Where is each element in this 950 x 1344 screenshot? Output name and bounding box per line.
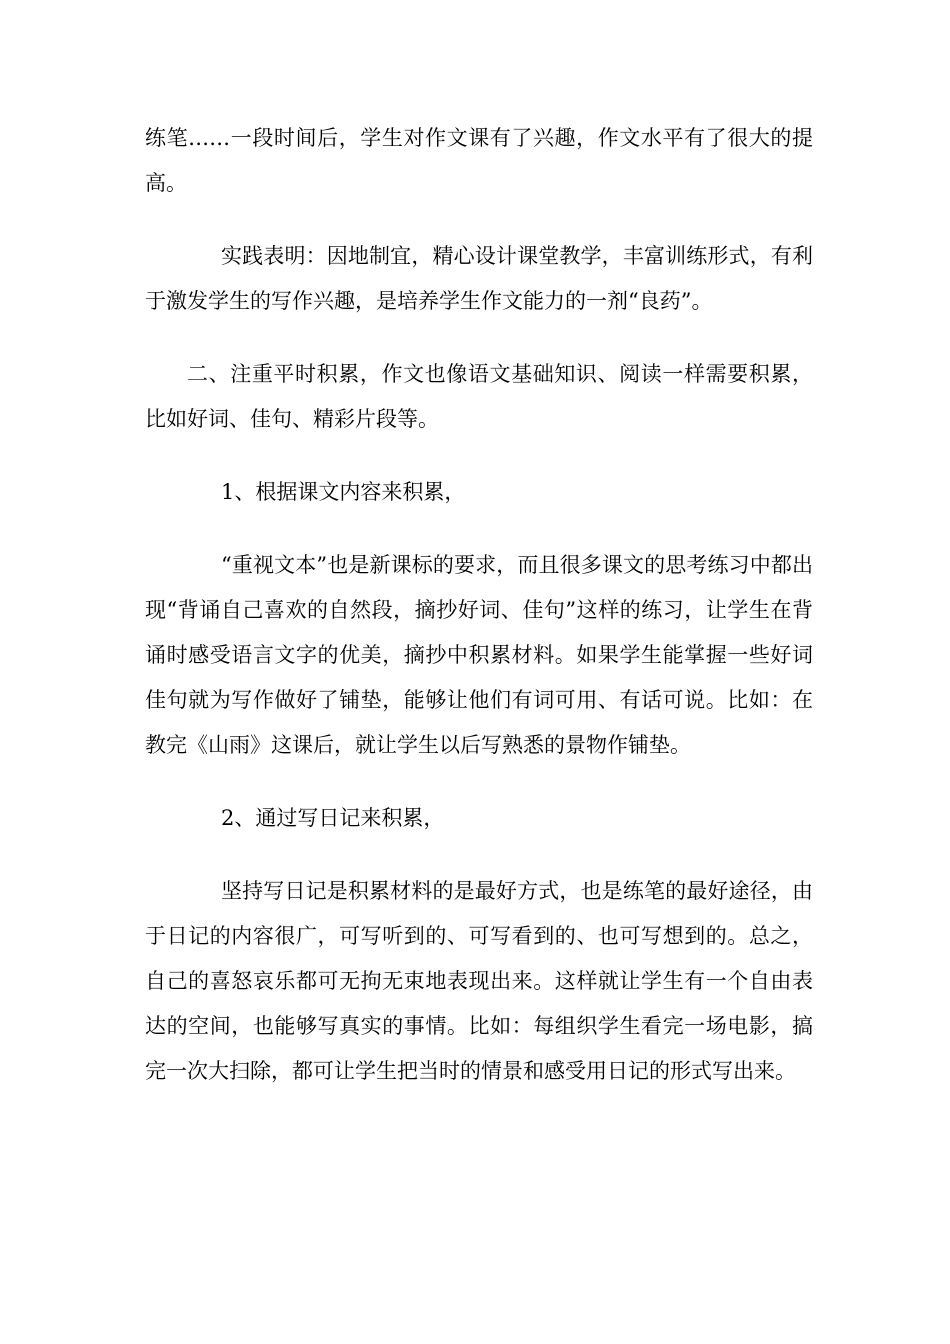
paragraph-practice-conclusion: 实践表明：因地制宜，精心设计课堂教学，丰富训练形式，有利于激发学生的写作兴趣，是培养学生作文能力的一剂“良药”。 [145,244,813,313]
document-body [145,116,813,1122]
section-heading-accumulation: 二、注重平时积累，作文也像语文基础知识、阅读一样需要积累，比如好词、佳句、精彩片段等。 [145,362,813,431]
paragraph-text-accumulation: “重视文本”也是新课标的要求，而且很多课文的思考练习中都出现“背诵自己喜欢的自然段，摘抄好词、佳句”这样的练习，让学生在背诵时感受语言文字的优美，摘抄中积累材料。如果学生能掌握一些好词佳句就为写作做好了铺垫，能够让他们有词可用、有话可说。比如：在教完《山雨》这课后，就让学生以后写熟悉的景物作铺垫。 [145,553,813,757]
paragraph-diary-accumulation: 坚持写日记是积累材料的是最好方式，也是练笔的最好途径，由于日记的内容很广，可写听到的、可写看到的、也可写想到的。总之，自己的喜怒哀乐都可无拘无束地表现出来。这样就让学生有一个自由表达的空间，也能够写真实的事情。比如：每组织学生看完一场电影，搞完一次大扫除，都可让学生把当时的情景和感受用日记的形式写出来。 [145,879,813,1083]
subheading-diary-accumulation: 2、通过写日记来积累， [221,806,445,830]
paragraph-continuation: 练笔……一段时间后，学生对作文课有了兴趣，作文水平有了很大的提高。 [145,126,813,195]
subheading-text-accumulation: 1、根据课文内容来积累， [221,480,466,504]
